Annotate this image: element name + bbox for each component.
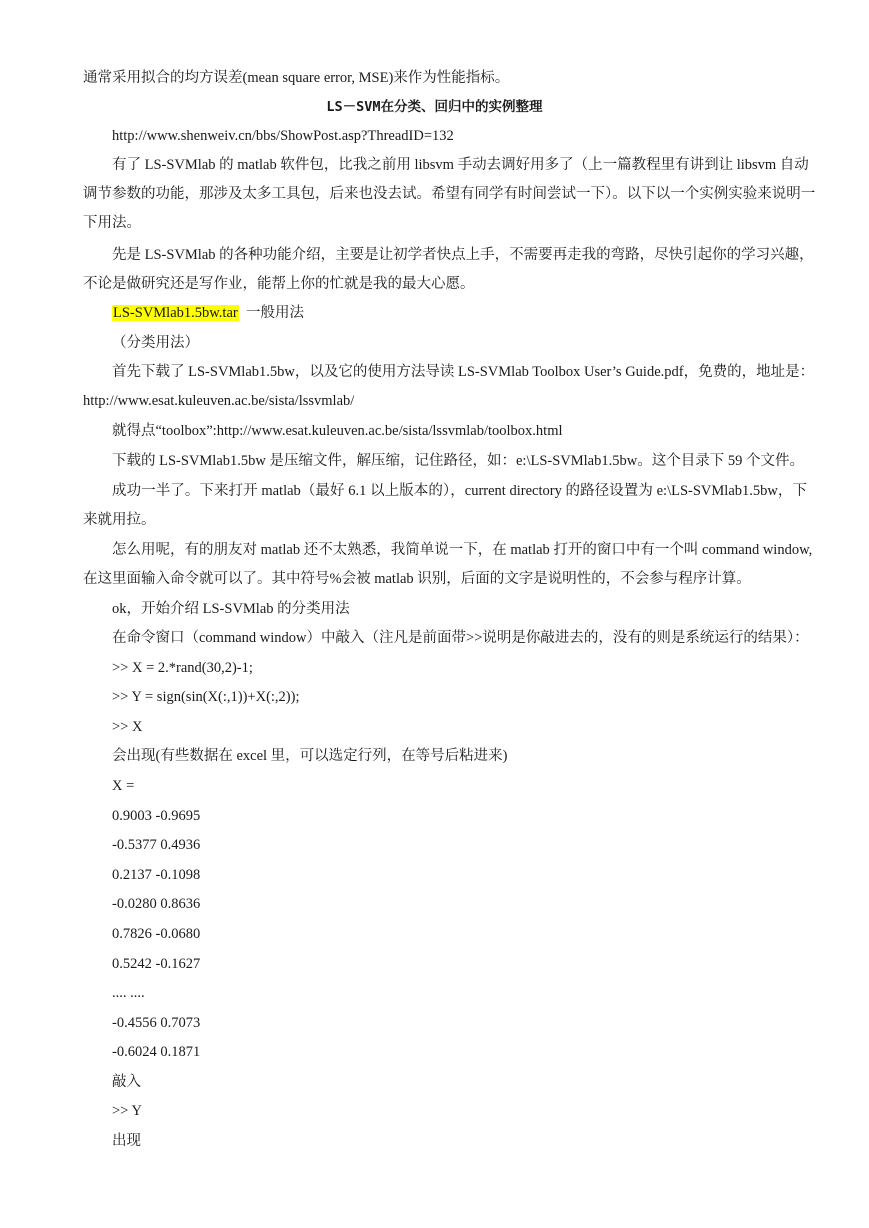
output-row: 0.7826 -0.0680 [112, 926, 201, 942]
classification-usage-label: （分类用法） [112, 335, 199, 351]
command-window-note: 在命令窗口（command window）中敲入（注凡是前面带>>说明是你敲进去的，没有的则是系统运行的结果）： [112, 630, 809, 646]
how-to-use-line-1: 怎么用呢，有的朋友对 matlab 还不太熟悉，我简单说一下，在 matlab 打开的窗口中有一个叫 command window, [112, 542, 813, 558]
code-line-y-assign: >> Y = sign(sin(X(:,1))+X(:,2)); [112, 689, 300, 705]
output-note: 会出现(有些数据在 excel 里，可以选定行列，在等号后粘进来) [112, 748, 508, 764]
output-row: 0.5242 -0.1627 [112, 956, 201, 972]
type-label: 敲入 [112, 1074, 141, 1090]
output-row: -0.6024 0.1871 [112, 1044, 201, 1060]
open-matlab-line-1: 成功一半了。下来打开 matlab（最好 6.1 以上版本的），current directory 的路径设置为 e:\LS-SVMlab1.5bw，下 [112, 483, 807, 499]
output-row: -0.4556 0.7073 [112, 1015, 201, 1031]
code-line-x-assign: >> X = 2.*rand(30,2)-1; [112, 660, 253, 676]
intro-line-3: 下用法。 [83, 215, 141, 231]
output-ellipsis: .... .... [112, 985, 145, 1001]
output-row: 0.9003 -0.9695 [112, 808, 201, 824]
feature-intro-line-2: 不论是做研究还是写作业，能帮上你的忙就是我的最大心愿。 [83, 276, 475, 292]
appears-label: 出现 [112, 1133, 141, 1149]
source-url: http://www.shenweiv.cn/bbs/ShowPost.asp?ThreadID=132 [112, 128, 454, 144]
code-line-y: >> Y [112, 1103, 142, 1119]
output-x-header: X = [112, 778, 135, 794]
download-url: http://www.esat.kuleuven.ac.be/sista/lssvmlab/ [83, 393, 355, 409]
output-row: -0.0280 0.8636 [112, 896, 201, 912]
highlighted-filename: LS-SVMlab1.5bw.tar [113, 305, 238, 321]
output-row: -0.5377 0.4936 [112, 837, 201, 853]
how-to-use-line-2: 在这里面输入命令就可以了。其中符号%会被 matlab 识别，后面的文字是说明性的，不会参与程序计算。 [83, 571, 751, 587]
classification-intro: ok，开始介绍 LS-SVMlab 的分类用法 [112, 601, 350, 617]
general-usage-label: 一般用法 [245, 305, 304, 321]
download-line-1: 首先下载了 LS-SVMlab1.5bw，以及它的使用方法导读 LS-SVMlab Toolbox User’s Guide.pdf，免费的，地址是： [112, 364, 815, 380]
toolbox-link-line: 就得点“toolbox”:http://www.esat.kuleuven.ac.be/sista/lssvmlab/toolbox.html [112, 423, 563, 439]
output-row: 0.2137 -0.1098 [112, 867, 201, 883]
paragraph-mse-line: 通常采用拟合的均方误差(mean square error, MSE)来作为性能指标。 [83, 70, 510, 86]
intro-line-2: 调节参数的功能，那涉及太多工具包，后来也没去试。希望有同学有时间尝试一下）。以下以一个实例实验来说明一 [83, 186, 816, 202]
section-title: LS－SVM在分类、回归中的实例整理 [326, 99, 543, 115]
feature-intro-line-1: 先是 LS-SVMlab 的各种功能介绍，主要是让初学者快点上手，不需要再走我的弯路，尽快引起你的学习兴趣， [112, 247, 814, 263]
code-line-x: >> X [112, 719, 143, 735]
general-usage-heading [112, 303, 807, 323]
unzip-line: 下载的 LS-SVMlab1.5bw 是压缩文件，解压缩，记住路径，如：e:\LS-SVMlab1.5bw。这个目录下 59 个文件。 [112, 453, 804, 469]
intro-line-1: 有了 LS-SVMlab 的 matlab 软件包，比我之前用 libsvm 手动去调好用多了（上一篇教程里有讲到让 libsvm 自动 [112, 157, 809, 173]
open-matlab-line-2: 来就用拉。 [83, 512, 156, 528]
